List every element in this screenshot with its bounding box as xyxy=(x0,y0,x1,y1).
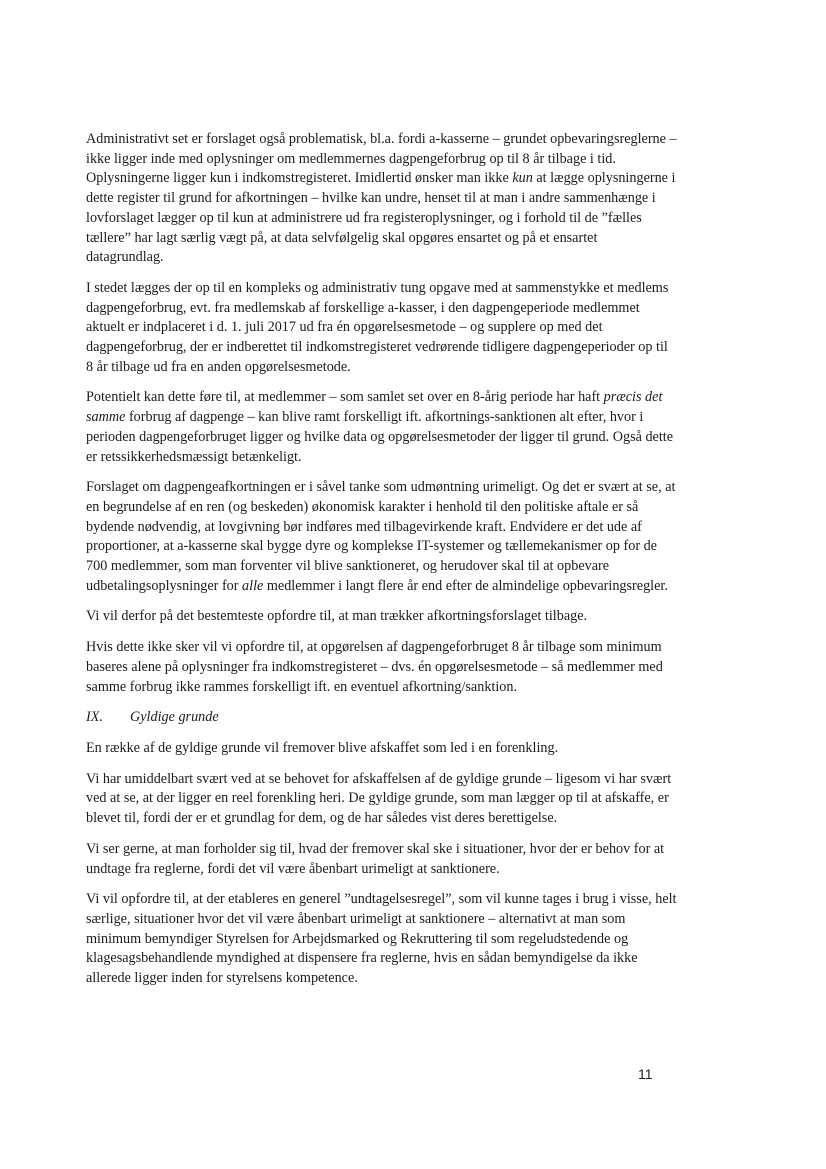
text-segment: medlemmer i langt flere år end efter de almindelige opbevaringsregler. xyxy=(263,577,668,594)
emphasis-text: præcis det samme xyxy=(86,389,663,426)
text-segment: Forslaget om dagpengeafkortningen er i såvel tanke som udmøntning urimeligt. Og det er svært at se, at en begrundelse af en ren (og beskeden) økonomisk karakter i henhold til den politiske aftale er så bydende nødvendig, at lovgivning bør indføres med tilbagevirkende kraft. Endvidere er det ude af proportioner, at a-kasserne skal bygge dyre og komplekse IT-systemer og tællemekanismer op for de 700 medlemmer, som man forventer vil blive sanktioneret, og herudover skal til at opbevare udbetalingsoplysninger for xyxy=(86,479,676,594)
section-number: IX. xyxy=(86,709,103,726)
page-number: 11 xyxy=(638,1066,653,1082)
text-segment: Potentielt kan dette føre til, at medlemmer – som samlet set over en 8-årig periode har haft xyxy=(86,389,604,406)
paragraph-unreasonable-proposal xyxy=(86,478,678,596)
paragraph-valid-reasons-need: Vi har umiddelbart svært ved at se behovet for afskaffelsen af de gyldige grunde – ligesom vi har svært ved at se, at der ligger en reel forenkling heri. De gyldige grunde, som man lægger op til at afskaffe, er blevet til, fordi der er et grundlag for dem, og de har således vist deres berettigelse. xyxy=(86,770,672,827)
page-content xyxy=(86,130,678,1000)
section-title: Gyldige grunde xyxy=(130,709,219,726)
text-segment: at lægge oplysningerne i dette register til grund for afkortningen – hvilke kan undre, henset til at man i andre sammenhænge i lovforslaget lægger op til kun at administrere ud fra registeroplysninger, og i forhold til de ”fælles tællere” har lagt særlig vægt på, at data selvfølgelig skal opgøres ensartet og på et ensartet datagrundlag. xyxy=(86,170,676,266)
text-segment: forbrug af dagpenge – kan blive ramt forskelligt ift. afkortnings-sanktionen alt efter, hvor i perioden dagpengeforbruget ligger og hvilke data og opgørelsesmetoder der ligger til grund. Også dette er retssikkerhedsmæssigt betænkeligt. xyxy=(86,409,674,465)
paragraph-withdraw-request: Vi vil derfor på det bestemteste opfordre til, at man trækker afkortningsforslaget tilbage. xyxy=(86,608,588,625)
text-segment: Administrativt set er forslaget også problematisk, bl.a. fordi a-kasserne – grundet opbevaringsreglerne – ikke ligger inde med oplysninger om medlemmernes dagpengeforbrug op til 8 år tilbage i tid. Oplysningerne ligger kun i indkomstregisteret. Imidlertid ønsker man ikke xyxy=(86,131,677,187)
paragraph-exceptions: Vi ser gerne, at man forholder sig til, hvad der fremover skal ske i situationer, hvor der er behov for at undtage fra reglerne, fordi det vil være åbenbart urimeligt at sanktionere. xyxy=(86,840,665,877)
section-heading xyxy=(86,708,678,728)
paragraph-valid-reasons-intro: En række af de gyldige grunde vil fremover blive afskaffet som led i en forenkling. xyxy=(86,739,559,756)
paragraph-alternative-request: Hvis dette ikke sker vil vi opfordre til, at opgørelsen af dagpengeforbruget 8 år tilbage som minimum baseres alene på oplysninger fra indkomstregisteret – dvs. én opgørelsesmetode – så medlemmer med samme forbrug ikke rammes forskelligt ift. en eventuel afkortning/sanktion. xyxy=(86,639,663,695)
paragraph-exception-rule: Vi vil opfordre til, at der etableres en generel ”undtagelsesregel”, som vil kunne tages i brug i visse, helt særlige, situationer hvor det vil være åbenbart urimeligt at sanktionere – alternativt at man som minimum bemyndiger Styrelsen for Arbejdsmarked og Rekruttering til som regeludstedende og klagesagsbehandlende myndighed at dispensere fra reglerne, hvis en sådan bemyndigelse da ikke allerede ligger inden for styrelsens kompetence. xyxy=(86,891,677,987)
emphasis-text: alle xyxy=(242,577,264,594)
emphasis-text: kun xyxy=(512,170,533,187)
paragraph-unequal-treatment xyxy=(86,388,678,467)
paragraph-complex-task: I stedet lægges der op til en kompleks og administrativ tung opgave med at sammenstykke et medlems dagpengeforbrug, evt. fra medlemskab af forskellige a-kasser, i den dagpengeperiode medlemmet aktuelt er indplaceret i d. 1. juli 2017 ud fra én opgørelsesmetode – og supplere op med det dagpengeforbrug, der er indberettet til indkomstregisteret vedrørende tidligere dagpengeperioder op til 8 år tilbage ud fra en anden opgørelsesmetode. xyxy=(86,279,669,375)
paragraph-administrative-problem xyxy=(86,130,678,268)
